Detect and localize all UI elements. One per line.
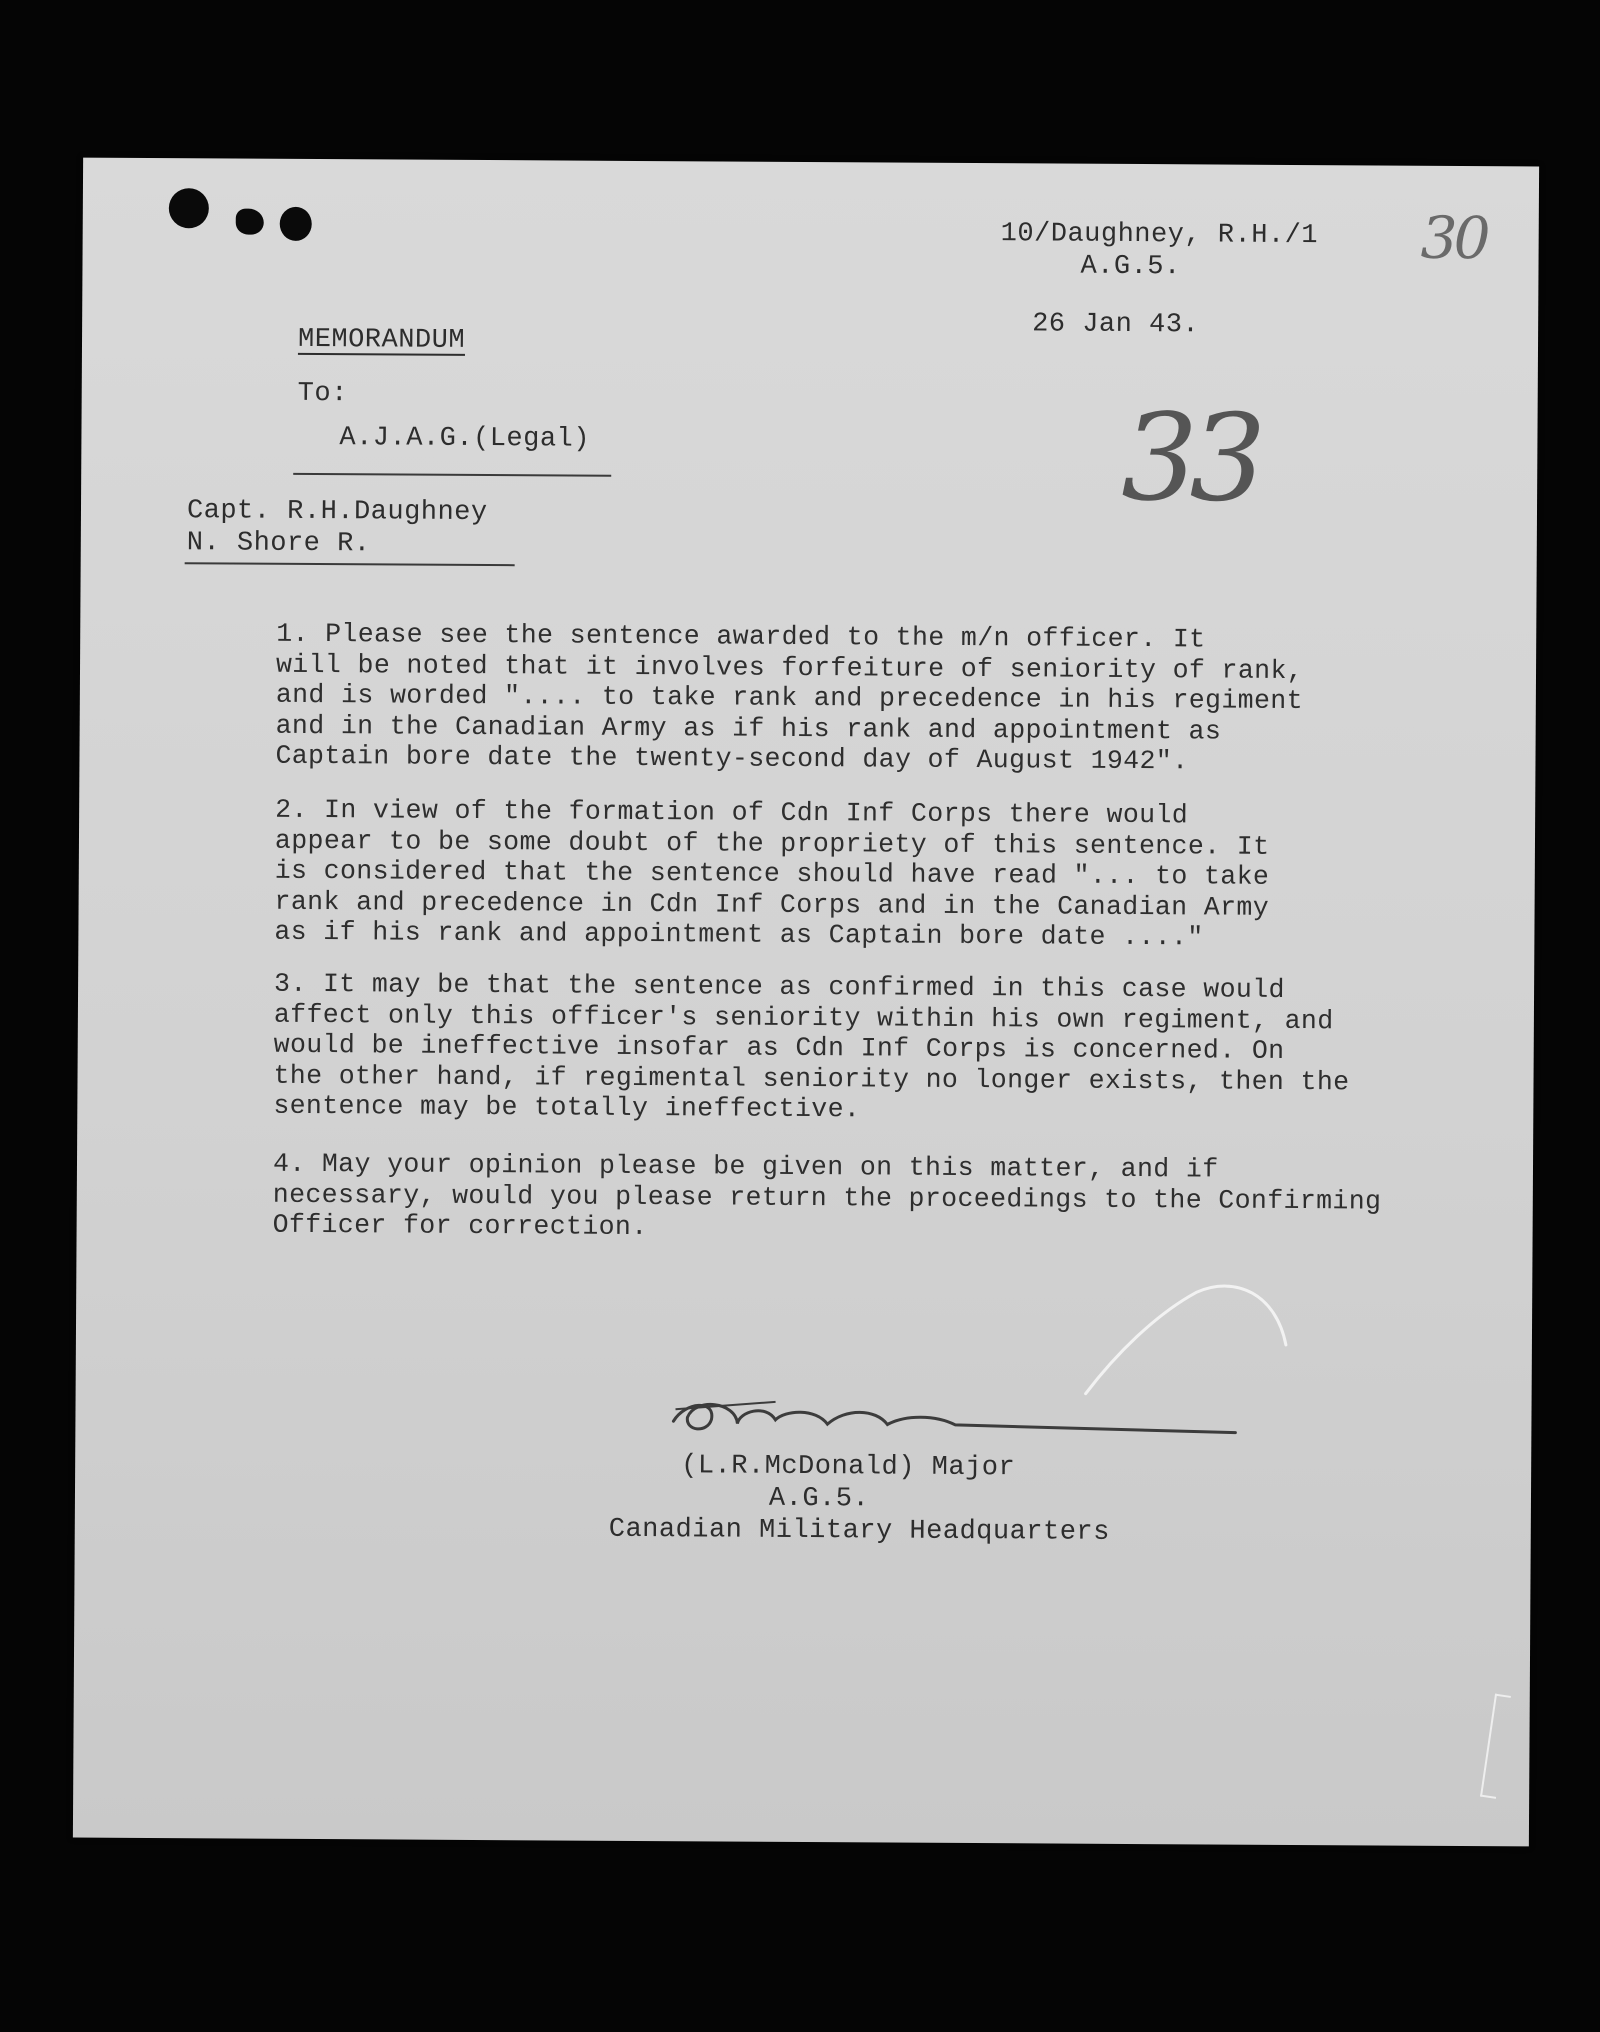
paragraph-line: sentence may be totally ineffective. xyxy=(273,1090,861,1125)
paragraph-line: would be ineffective insofar as Cdn Inf Corps is concerned. On xyxy=(273,1029,1285,1066)
subject-unit: N. Shore R. xyxy=(186,528,371,560)
addressee: A.J.A.G.(Legal) xyxy=(339,423,591,455)
memo-page xyxy=(73,158,1539,1847)
handwritten-page-number: 33 xyxy=(1120,388,1259,529)
paragraph-line: Captain bore date the twenty-second day of August 1942". xyxy=(275,740,1189,777)
folio-mark: 30 xyxy=(1420,203,1487,273)
paragraph-line: 4. May your opinion please be given on this matter, and if xyxy=(272,1148,1219,1185)
paragraph-line: 3. It may be that the sentence as confirmed in this case would xyxy=(274,968,1285,1005)
paragraph-line: will be noted that it involves forfeiture of seniority of rank, xyxy=(275,649,1304,686)
paragraph-line: and in the Canadian Army as if his rank and appointment as xyxy=(275,710,1222,747)
signatory-name: (L.R.McDonald) Major xyxy=(681,1451,1016,1484)
paragraph-line: affect only this officer's seniority within his own regiment, and xyxy=(273,999,1334,1036)
paragraph-line: and is worded ".... to take rank and precedence in his regiment xyxy=(275,679,1304,717)
handwritten-signature xyxy=(73,158,1539,1847)
signatory-office: A.G.5. xyxy=(768,1483,870,1515)
paragraph-line: as if his rank and appointment as Captain bore date ...." xyxy=(274,916,1204,953)
memo-date: 26 Jan 43. xyxy=(1032,309,1200,341)
paragraph-line: the other hand, if regimental seniority no longer exists, then the xyxy=(273,1060,1350,1097)
paragraph-line: Officer for correction. xyxy=(272,1209,648,1243)
paragraph-line: 1. Please see the sentence awarded to the m/n officer. It xyxy=(276,618,1206,655)
paragraph-line: is considered that the sentence should have read "... to take xyxy=(274,855,1270,892)
signatory-organization: Canadian Military Headquarters xyxy=(608,1514,1110,1548)
paragraph-line: necessary, would you please return the proceedings to the Confirming xyxy=(272,1179,1382,1217)
subject-name: Capt. R.H.Daughney xyxy=(186,496,488,529)
paragraph-line: rank and precedence in Cdn Inf Corps and in the Canadian Army xyxy=(274,886,1270,923)
memo-title: MEMORANDUM xyxy=(297,324,466,356)
file-reference: 10/Daughney, R.H./1 xyxy=(1000,219,1319,252)
to-label: To: xyxy=(297,378,348,410)
paragraph-line: appear to be some doubt of the propriety of this sentence. It xyxy=(274,825,1270,862)
paragraph-line: 2. In view of the formation of Cdn Inf Corps there would xyxy=(275,794,1189,831)
office-code: A.G.5. xyxy=(1080,251,1181,283)
